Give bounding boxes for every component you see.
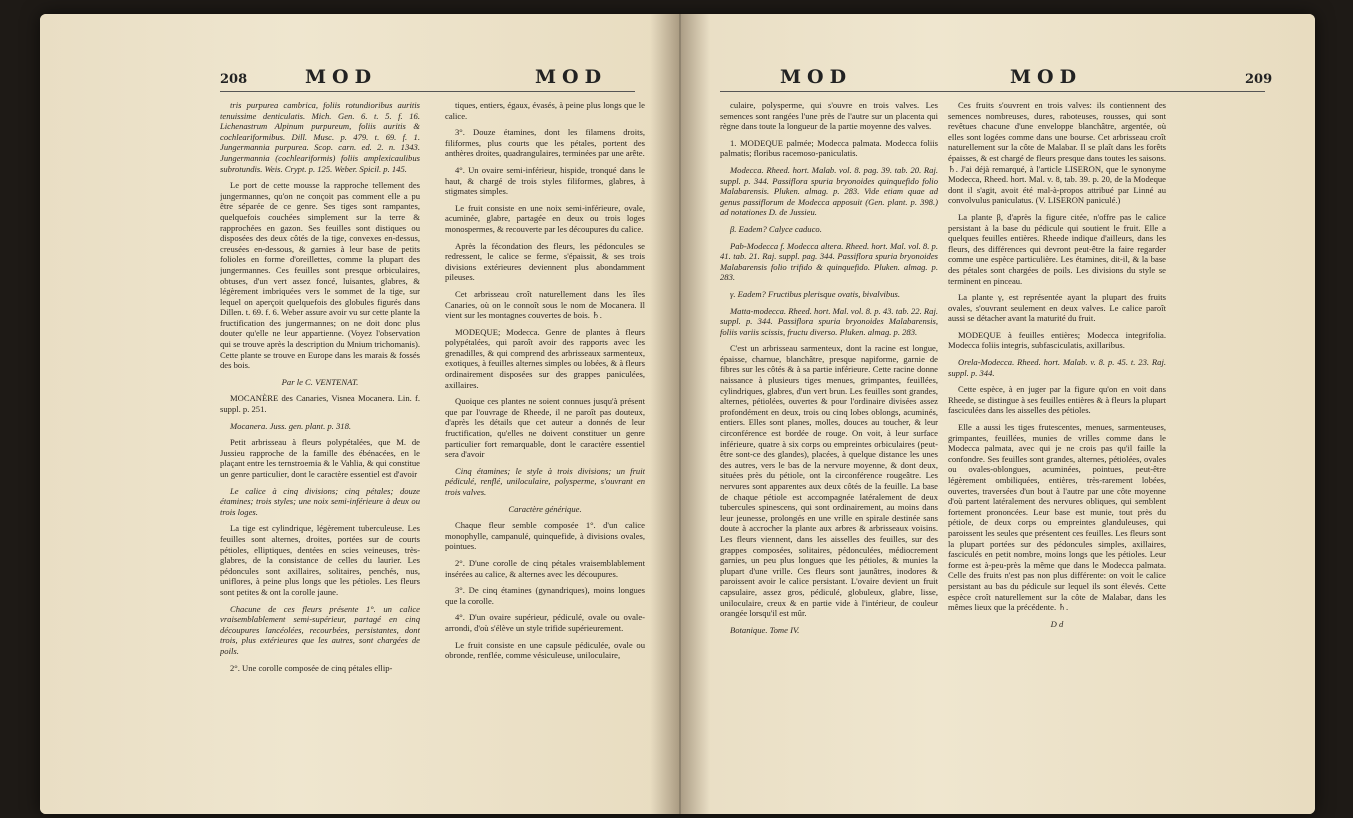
paragraph: γ. Eadem? Fructibus plerisque ovatis, bivalvibus. (730, 288, 900, 299)
paragraph: Botanique. Tome IV. (730, 624, 800, 635)
header-rule-left (220, 91, 635, 92)
running-header-right-2: MOD (1010, 66, 1083, 88)
running-header-left-1: MOD (305, 66, 378, 88)
paragraph: C'est un arbrisseau sarmenteux, dont la racine est longue, épaisse, charnue, blanchâtre, presque napiforme, garnie de fibres sur les côtés & à sa partie inférieure. Cette racine donne naissance à plusieurs tiges menues, grimpantes, feuillées, cylindriques, glabres, d'un vert brun. Les feuilles sont grandes, alternes, pétiolées, ouvertes & pour l'ordinaire divisées assez profondément en deux, trois ou cinq lobes oblongs, acuminés, entiers. Elles sont planes, molles, douces au toucher, & leur circonférence est bordée de rouge. On voit, à leur surface inférieure, quatre à six corps ou empreintes orbiculaires (peut-être sont-ce des glandes), placées, à quelque distance les unes des autres, vers le bas de la nervure moyenne, & dont deux, situées près du pétiole, ont la circonférence rougeâtre. Les nervures sont apparentes aux deux côtés de la feuille. La base de chaque pétiole est accompagnée latéralement de deux tubercules spinescens, qui sont ordinairement, au moins dans leur jeunesse, prolongés en une vrille en spirale destinée sans doute à accrocher la plante aux arbres & arbrisseaux voisins. Les fleurs viennent, dans les aisselles des feuilles, sur des grappes composées, solitaires, pédonculées, médiocrement garnies, un peu plus longues que les pétioles, & munies la plupart d'une vrille. Ces fleurs sont jaunâtres, inodores & paroissent avoir le calice persistant. L'ovaire devient un fruit capsulaire, assez gros, pédiculé, globuleux, glabre, lisse, uniloculaire, creux & en partie vide à l'intérieur, de couleur orangée lorsqu'il est mûr. (720, 343, 938, 619)
book-spread (40, 14, 1315, 814)
paragraph: Mocanera. Juss. gen. plant. p. 318. (230, 420, 352, 431)
paragraph: Le port de cette mousse la rapproche tellement des jungermannes, qu'on ne conçoit pas comment elle a pu être séparée de ce genre. Ses tiges sont rampantes, quelquefois couchées simplement sur la terre & rapprochées en gazon. Ses feuilles sont distiques ou disposées des deux côtés de la tige, convexes en-dessus, creusées en-dessous, & garnies à leur base de petits folioles en forme d'oreillettes, comme la plupart des jungermannes. Ces feuilles sont presque orbiculaires, obtuses, d'un vert assez foncé, luisantes, glabres, & légèrement imbriquées vers le sommet de la tige, sur lequel on aperçoit quelquefois des globules figurés dans Dillen. t. 69. f. 6. Weber assure avoir vu sur cette plante la fructification des jungermannes; on ne doit donc plus douter qu'elle ne leur appartienne. (Voyez l'observation qui se trouve après la description du Mnium trichomanis). Cette plante se trouve en Europe dans les marais & fossés des bois. (220, 180, 420, 371)
paragraph: 1. MODEQUE palmée; Modecca palmata. Modecca foliis palmatis; floribus racemoso-paniculatis. (720, 137, 938, 159)
paragraph: Cet arbrisseau croît naturellement dans les îles Canaries, où on le connoît sous le nom de Mocanera. Il vient sur les montagnes couvertes de bois. ♄. (445, 288, 645, 321)
paragraph: Petit arbrisseau à fleurs polypétalées, que M. de Jussieu rapproche de la famille des ébénacées, en le plaçant entre les ternstroemia & le Vahlia, & qui constitue un genre particulier, dont le caractère essentiel est d'avoir (220, 437, 420, 479)
left-column-1 (220, 100, 420, 679)
paragraph: 4°. D'un ovaire supérieur, pédiculé, ovale ou ovale-arrondi, d'où s'élève un style trifide supérieurement. (445, 612, 645, 633)
paragraph: Par le C. VENTENAT. (281, 376, 359, 387)
paragraph: Ces fruits s'ouvrent en trois valves: ils contiennent des semences nombreuses, dures, raboteuses, rousses, qui sont revêtues chacune d'une enveloppe blanchâtre, argentée, où elles sont logées comme dans une bourse. Cet arbrisseau croît naturellement sur la côte de Malabar. Il se plaît dans les forêts épaisses, & est chargé de fleurs presque dans toutes les saisons. ♄. J'ai déjà remarqué, à l'article LISERON, que le synonyme Modecca, Rheed. hort. Mal. v. 8, tab. 39. p. 20, de la Modeque dont il s'agit, avoit été mal-à-propos attribué par Linné au convolvulus paniculatus. (V. LISERON paniculé.) (948, 100, 1166, 206)
paragraph: 4°. Un ovaire semi-inférieur, hispide, tronqué dans le haut, & chargé de trois styles filiformes, glabres, à stigmates simples. (445, 164, 645, 197)
paragraph: Quoique ces plantes ne soient connues jusqu'à présent que par l'ouvrage de Rheede, il ne paroît pas douteux, d'après les détails que cet auteur a donnés de leur fructification, qu'elles ne doivent constituer un genre particulier fort remarquable, dont le caractère essentiel sera d'avoir (445, 396, 645, 460)
paragraph: β. Eadem? Calyce caduco. (730, 223, 822, 234)
paragraph: Le calice à cinq divisions; cinq pétales; douze étamines; trois styles; une noix semi-inférieure à deux ou trois loges. (220, 485, 420, 517)
paragraph: La plante γ, est représentée ayant la plupart des fruits ovales, s'ouvrant seulement en deux valves. Le calice paroît aussi se détacher avant la maturité du fruit. (948, 292, 1166, 324)
paragraph: Le fruit consiste en une noix semi-inférieure, ovale, acuminée, glabre, partagée en deux ou trois loges monospermes, & recouverte par les découpures du calice. (445, 202, 645, 234)
left-page (40, 14, 680, 814)
right-column-1 (720, 100, 938, 641)
header-rule-right (720, 91, 1265, 92)
paragraph: Cinq étamines; le style à trois divisions; un fruit pédiculé, renflé, uniloculaire, polysperme, s'ouvrant en trois valves. (445, 465, 645, 497)
paragraph: D d (1050, 618, 1064, 629)
paragraph: La plante β, d'après la figure citée, n'offre pas le calice persistant à la base du pédicule qui soutient le fruit. Elle a quelques feuilles entières. Rheede indique d'ailleurs, dans les fleurs, des différences qui devront peut-être la faire regarder comme une espèce particulière. Les étamines, dit-il, & la base des pétales sont chargées de poils. Les divisions du style se terminent en pinceau. (948, 211, 1166, 286)
paragraph: MODEQUE; Modecca. Genre de plantes à fleurs polypétalées, qui paroît avoir des rapports avec les grenadilles, & qui comprend des arbrisseaux sarmenteux, exotiques, à feuilles alternes simples ou lobées, & à fleurs ordinairement disposées sur des grappes paniculées, axillaires. (445, 326, 645, 390)
page-number-left: 208 (220, 72, 248, 87)
paragraph: tiques, entiers, égaux, évasés, à peine plus longs que le calice. (445, 100, 645, 121)
running-header-right-1: MOD (780, 66, 853, 88)
paragraph: 2°. D'une corolle de cinq pétales vraisemblablement insérées au calice, & alternes avec les découpures. (445, 557, 645, 579)
paragraph: Chaque fleur semble composée 1°. d'un calice monophylle, campanulé, quinquefide, à divisions ovales, pointues. (445, 520, 645, 552)
paragraph: Le fruit consiste en une capsule pédiculée, ovale ou obronde, renflée, comme vésiculeuse, uniloculaire, (445, 639, 645, 661)
paragraph: Après la fécondation des fleurs, les pédoncules se redressent, le calice se ferme, s'épaissit, & ses trois divisions extérieures deviennent plus abondamment pileuses. (445, 240, 645, 283)
paragraph: 2°. Une corolle composée de cinq pétales ellip- (230, 662, 393, 673)
right-column-2 (948, 100, 1166, 635)
paragraph: MOCANÈRE des Canaries, Visnea Mocanera. Lin. f. suppl. p. 251. (220, 393, 420, 415)
paragraph: La tige est cylindrique, légèrement tuberculeuse. Les feuilles sont alternes, droites, portées sur de courts pétioles, elliptiques, dentées en scies veineuses, très-glabres, de la consistance de celles du laurier. Les pédoncules sont axillaires, solitaires, penchés, nus, uniflores, à peine plus longs que les pétioles. Les fleurs sont petites & ont la corolle jaune. (220, 523, 420, 597)
paragraph: 3°. De cinq étamines (gynandriques), moins longues que la corolle. (445, 585, 645, 606)
paragraph: 3°. Douze étamines, dont les filamens droits, filiformes, plus courts que les pétales, portent des anthères droites, quadrangulaires, terminées par une arête. (445, 127, 645, 159)
left-column-2 (445, 100, 645, 667)
paragraph: culaire, polysperme, qui s'ouvre en trois valves. Les semences sont rangées l'une près de l'autre sur un placenta qui règne dans toute la longueur de la partie moyenne des valves. (720, 100, 938, 132)
running-header-left-2: MOD (535, 66, 608, 88)
paragraph: tris purpurea cambrica, foliis rotundioribus auritis tenuissime denticulatis. Mich. Gen. 6. t. 5. f. 16. Lichenastrum Alpinum purpureum, foliis auritis & cochleariformibus. Dill. Musc. p. 479. t. 69. f. 1. Jungermannia purpurea. Scop. carn. ed. 2. n. 1343. Jungermannia (cochleariformis) foliis amplexicaulibus subrotundis. Weis. Crypt. p. 125. Weber. Spicil. p. 145. (220, 100, 420, 174)
paragraph: Modecca. Rheed. hort. Malab. vol. 8. pag. 39. tab. 20. Raj. suppl. p. 344. Passiflora spuria bryonoides quinquefido folio Malabarensis. Pluken. almag. p. 283. Vide etiam quae ad genus passiflorum de Modecca apposuit (Gen. plant. p. 398.) ad notationes D. de Jussieu. (720, 164, 938, 218)
paragraph: Orela-Modecca. Rheed. hort. Malab. v. 8. p. 45. t. 23. Raj. suppl. p. 344. (948, 357, 1166, 378)
paragraph: Elle a aussi les tiges frutescentes, menues, sarmenteuses, grimpantes, feuillées, munies de vrilles comme dans le Modecca palmata, avec qui je ne crois pas qu'il faille la confondre. Ses feuilles sont grandes, alternes, pétiolées, ovales ou ovales-oblongues, acuminées, pointues, peut-être légèrement ombiliquées, entières, très-rarement lobées, ouvertes, traversées d'un bout à l'autre par une côte moyenne d'où partent latéralement des nervures obliques, qui semblent fortement prononcées. Leur base est munie, tout près du pétiole, de deux corps ou empreintes glanduleuses, qui paroissent les seules que présentent ces feuilles. Les fleurs sont la plupart portées sur des pédoncules simples, axillaires, fasciculés en petit nombre, moins longs que les pétioles. Leur forme est à-peu-près la même que dans le Modecca palmata. Celle des fruits n'est pas non plus différente: on voit le calice persistant au bas du pédicule sur lequel ils sont élevés. Cette espèce croît naturellement sur la côte de Malabar, dans les mêmes lieux que la précédente. ♄. (948, 422, 1166, 613)
page-number-right: 209 (1245, 72, 1273, 87)
paragraph: Matta-modecca. Rheed. hort. Mal. vol. 8. p. 43. tab. 22. Raj. suppl. p. 344. Passiflora spuria bryonoides Malabarensis, foliis variis scissis, fructu diverso. Pluken. almag. p. 283. (720, 305, 938, 337)
paragraph: Pab-Modecca f. Modecca altera. Rheed. hort. Mal. vol. 8. p. 41. tab. 21. Raj. suppl. pag. 344. Passiflora spuria bryonoides Malabarensis folio trifido & quinquefido. Pluken. almag. p. 283. (720, 240, 938, 283)
paragraph: Chacune de ces fleurs présente 1°. un calice vraisemblablement semi-supérieur, partagé en cinq découpures lancéolées, recourbées, persistantes, dont trois, plus extérieures que les autres, sont chargées de poils. (220, 603, 420, 656)
paragraph: Cette espèce, à en juger par la figure qu'on en voit dans Rheede, se distingue à ses feuilles entières & à fleurs la plupart fasciculées dans les aisselles des pétioles. (948, 384, 1166, 416)
paragraph: MODEQUE à feuilles entières; Modecca integrifolia. Modecca foliis integris, subfasciculatis, axillaribus. (948, 329, 1166, 351)
paragraph: Caractère générique. (508, 503, 582, 514)
right-page (680, 14, 1315, 814)
